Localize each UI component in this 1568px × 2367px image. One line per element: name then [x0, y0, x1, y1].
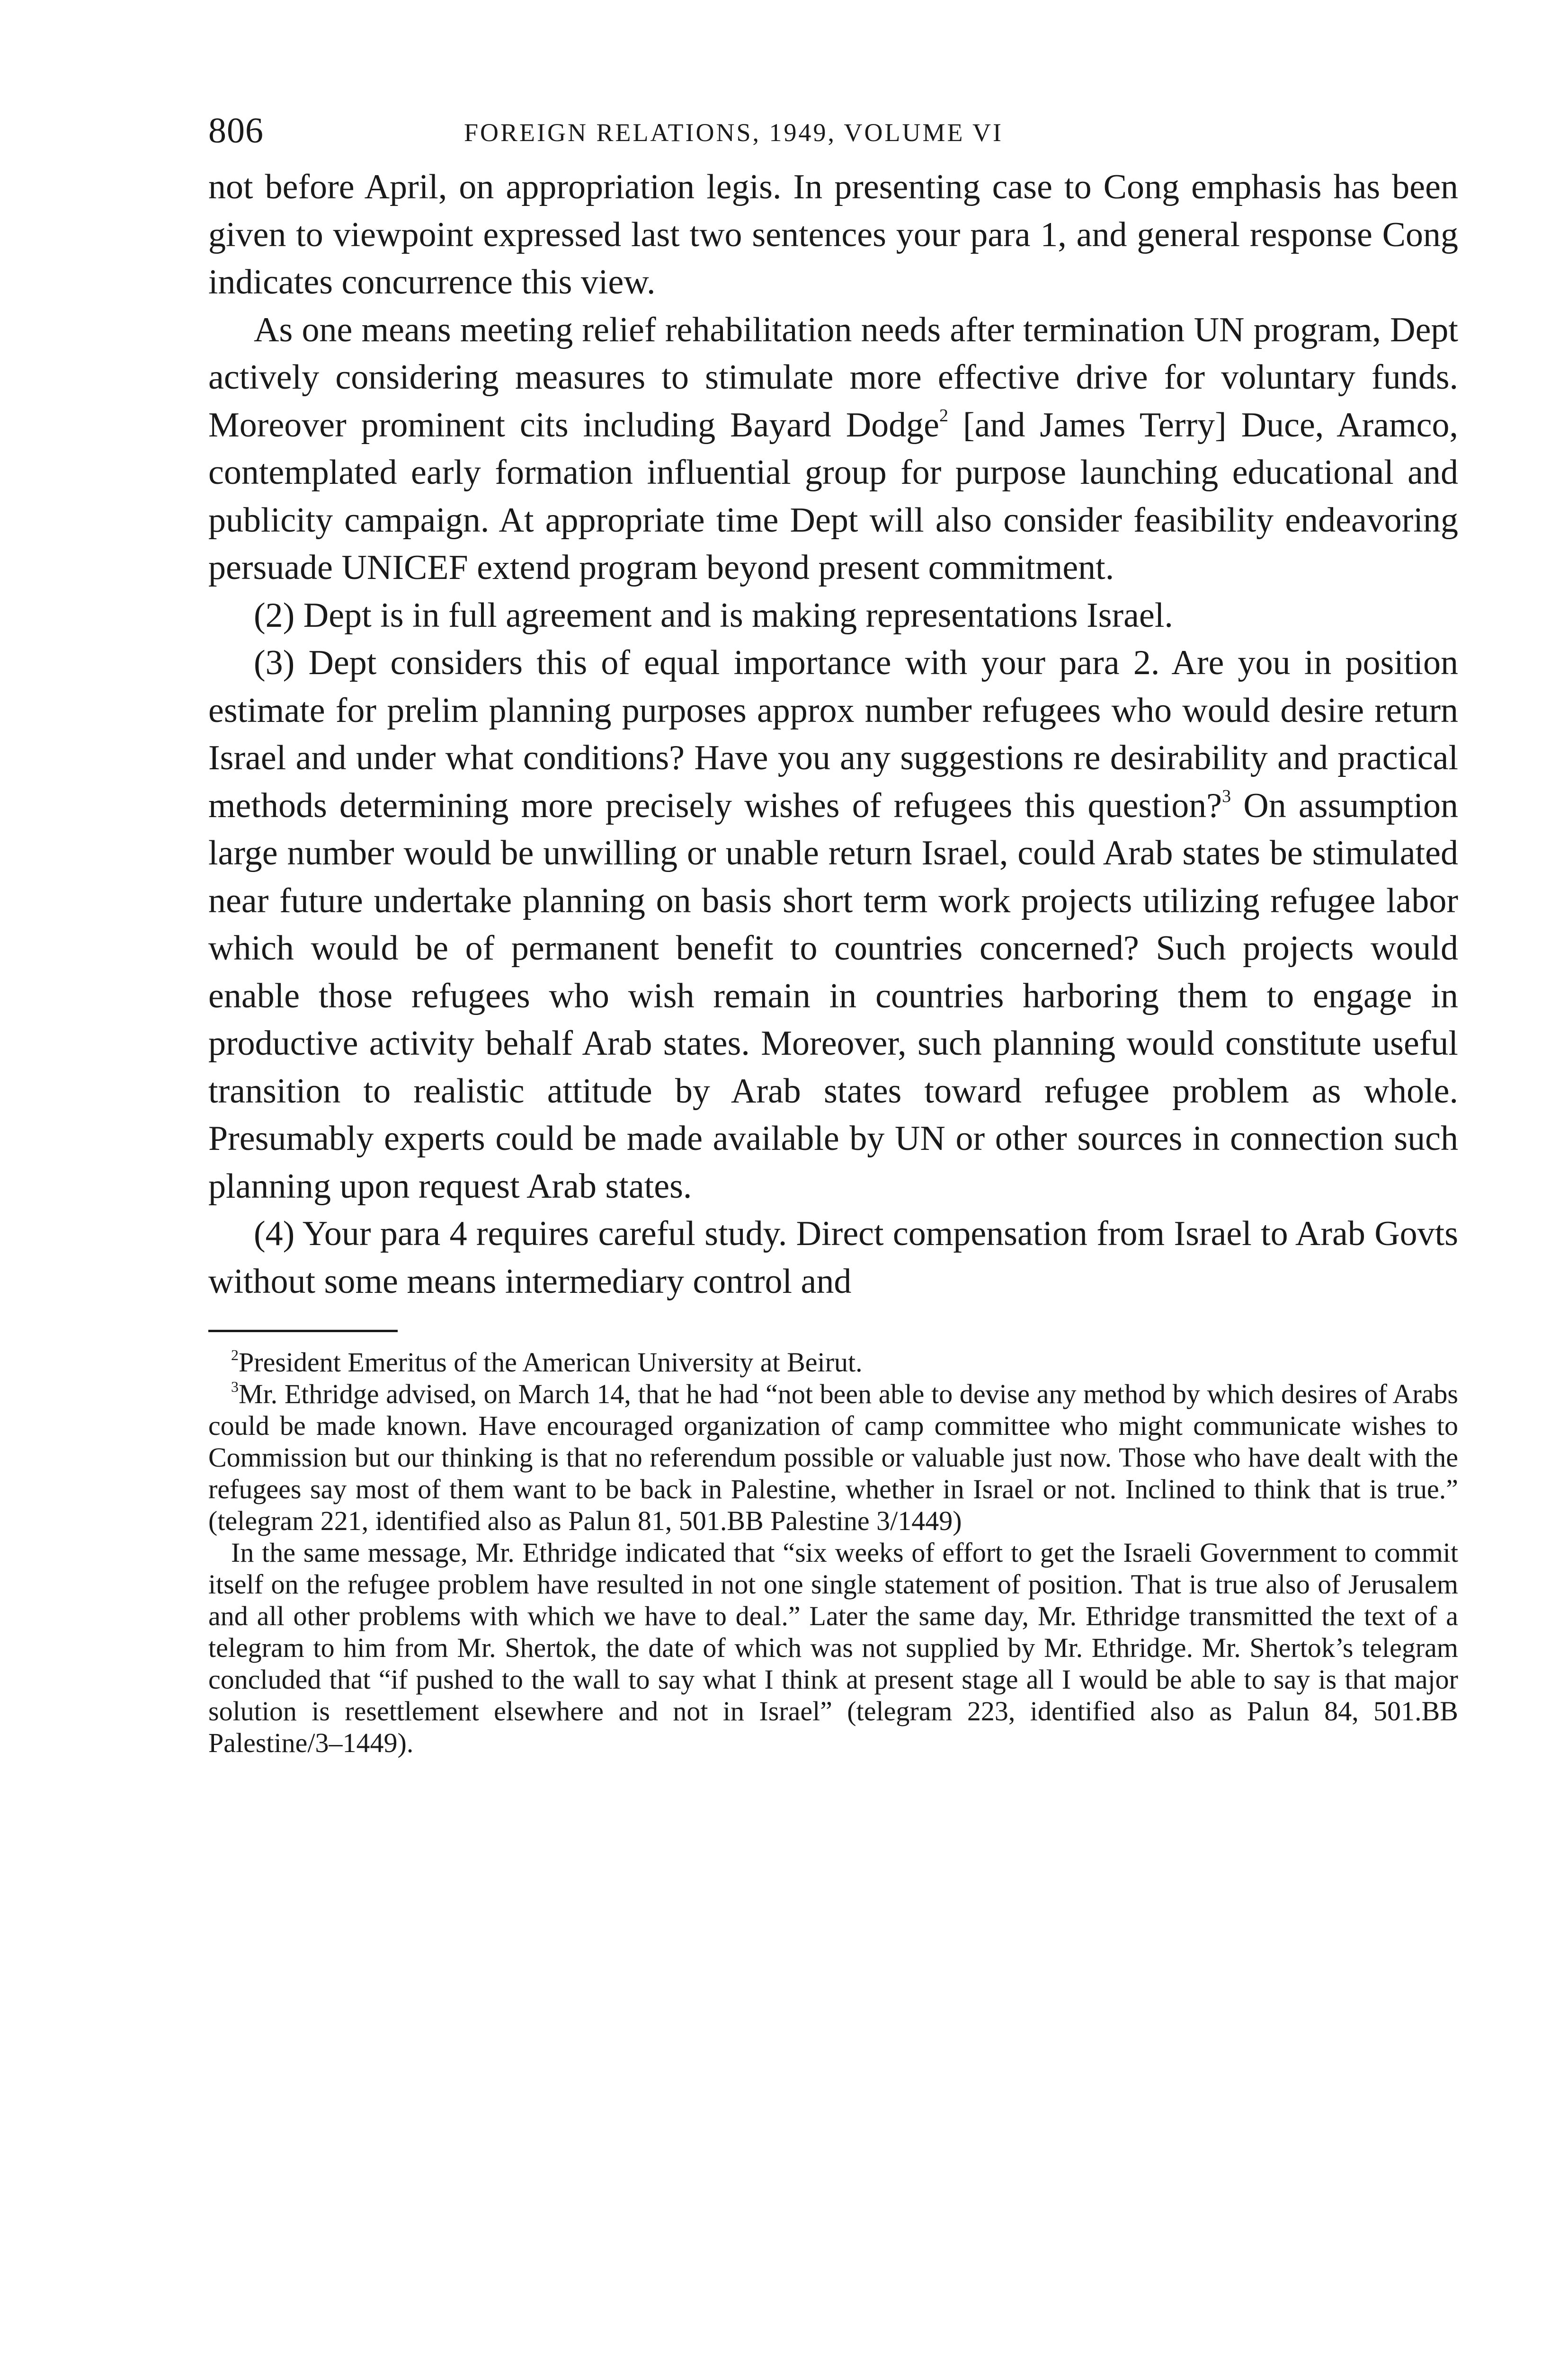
footnote-3-marker: 3: [231, 1378, 239, 1395]
paragraph-point-2: (2) Dept is in full agreement and is making representations Israel.: [254, 596, 1173, 635]
body-text: [208, 163, 1458, 1305]
footnotes: [208, 1346, 1458, 1759]
paragraph-point-3-text-b: On assumption large number would be unwilling or unable return Israel, could Arab states be stimulated near future undertake planning on basis short term work projects utilizing refugee labor which would be of permanent benefit to countries concerned? Such projects would enable those refugees who wish remain in countries harboring them to engage in productive activity behalf Arab states. Moreover, such planning would constitute useful transition to realistic attitude by Arab states toward refugee problem as whole. Presumably experts could be made available by UN or other sources in connection such planning upon request Arab states.: [208, 786, 1459, 1206]
footnote-ref-3: 3: [1222, 786, 1231, 806]
paragraph-relief-text-b: [and James Terry] Duce, Aramco, contemplated early formation influential group for purpose launching educational and publicity campaign. At appropriate time Dept will also consider feasibility endeavoring persuade UNICEF extend program beyond present commitment.: [208, 405, 1459, 587]
footnote-divider: [208, 1330, 398, 1332]
footnote-3: [208, 1378, 1458, 1537]
paragraph-point-3-text-a: (3) Dept considers this of equal importance with your para 2. Are you in position estimate for prelim planning purposes approx number refugees who would desire return Israel and under what conditions? Have you any suggestions re desirability and practical methods determining more precisely wishes of refugees this question?: [208, 643, 1458, 825]
footnote-3-continuation: In the same message, Mr. Ethridge indicated that “six weeks of effort to get the Israeli Government to commit itself on the refugee problem have resulted in not one single statement of position. That is true also of Jerusalem and all other problems with which we have to deal.” Later the same day, Mr. Ethridge transmitted the text of a telegram to him from Mr. Shertok, the date of which was not supplied by Mr. Ethridge. Mr. Shertok’s telegram concluded that “if pushed to the wall to say what I think at present stage all I would be able to say is that major solution is resettlement elsewhere and not in Israel” (telegram 223, identified also as Palun 84, 501.BB Palestine/3–1449).: [208, 1537, 1458, 1758]
page-header: [208, 107, 1458, 163]
paragraph-continuation: not before April, on appropriation legis. In presenting case to Cong emphasis has been given to viewpoint expressed last two sentences your para 1, and general response Cong indicates concurrence this view.: [208, 168, 1458, 302]
page-number: 806: [208, 111, 264, 151]
paragraph-point-4: (4) Your para 4 requires careful study. Direct compensation from Israel to Arab Govts without some means intermediary control and: [208, 1214, 1458, 1301]
footnote-3-text: Mr. Ethridge advised, on March 14, that he had “not been able to devise any method by which desires of Arabs could be made known. Have encouraged organization of camp committee who might communicate wishes to Commission but our thinking is that no referendum possible or valuable just now. Those who have dealt with the refugees say most of them want to be back in Palestine, whether in Israel or not. Inclined to think that is true.” (telegram 221, identified also as Palun 81, 501.BB Palestine 3/1449): [208, 1379, 1458, 1536]
paragraph-relief-text-a: As one means meeting relief rehabilitation needs after termination UN program, Dept actively considering measures to stimulate more effective drive for voluntary funds. Moreover prominent cits including Bayard Dodge: [208, 310, 1458, 445]
running-head: FOREIGN RELATIONS, 1949, VOLUME VI: [464, 118, 1004, 147]
paragraph-relief: [208, 306, 1458, 592]
footnote-2-marker: 2: [231, 1346, 239, 1363]
footnote-2-text: President Emeritus of the American University at Beirut.: [239, 1347, 863, 1378]
page-content: [208, 107, 1458, 1759]
footnote-2: [208, 1346, 1458, 1378]
paragraph-point-3: [208, 639, 1458, 1210]
footnote-ref-2: 2: [939, 405, 949, 426]
